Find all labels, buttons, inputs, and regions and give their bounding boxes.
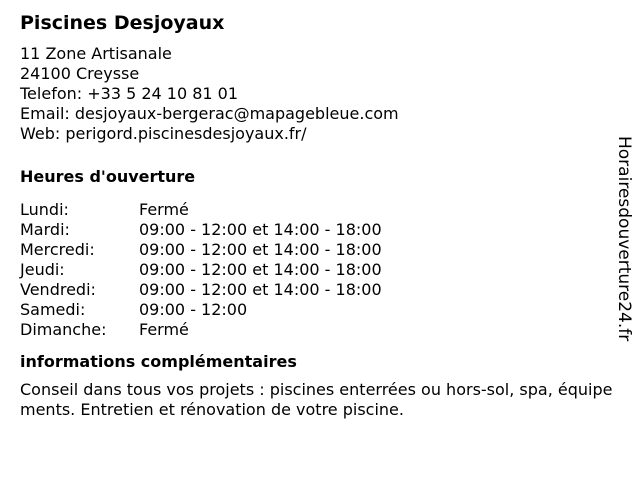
hours-table: [20, 200, 610, 340]
address-line-1: 11 Zone Artisanale: [20, 44, 172, 63]
web-line: Web: perigord.piscinesdesjoyaux.fr/: [20, 124, 307, 143]
address-line-2: 24100 Creysse: [20, 64, 140, 83]
email-line: Email: desjoyaux-bergerac@mapagebleue.com: [20, 104, 399, 123]
hours-row-tuesday: [20, 220, 610, 240]
hours-day: Samedi:: [20, 300, 86, 319]
hours-row-saturday: [20, 300, 610, 320]
hours-row-friday: [20, 280, 610, 300]
hours-row-thursday: [20, 260, 610, 280]
hours-time: 09:00 - 12:00 et 14:00 - 18:00: [139, 260, 382, 279]
hours-day: Jeudi:: [20, 260, 65, 279]
hours-day: Dimanche:: [20, 320, 107, 339]
hours-day: Vendredi:: [20, 280, 96, 299]
info-heading: informations complémentaires: [20, 352, 297, 371]
hours-day: Lundi:: [20, 200, 69, 219]
hours-time: Fermé: [139, 200, 189, 219]
business-name: Piscines Desjoyaux: [20, 12, 225, 34]
hours-row-monday: [20, 200, 610, 220]
hours-time: 09:00 - 12:00 et 14:00 - 18:00: [139, 280, 382, 299]
hours-row-sunday: [20, 320, 610, 340]
site-watermark: Horairesdouverture24.fr: [614, 136, 634, 342]
info-text: Conseil dans tous vos projets : piscines enterrées ou hors-sol, spa, équipements. Entretien et rénovation de votre piscine.: [20, 380, 613, 419]
hours-heading: Heures d'ouverture: [20, 167, 196, 186]
phone-line: Telefon: +33 5 24 10 81 01: [20, 84, 239, 103]
hours-day: Mercredi:: [20, 240, 95, 259]
hours-time: 09:00 - 12:00 et 14:00 - 18:00: [139, 240, 382, 259]
hours-time: Fermé: [139, 320, 189, 339]
hours-day: Mardi:: [20, 220, 70, 239]
hours-row-wednesday: [20, 240, 610, 260]
hours-time: 09:00 - 12:00: [139, 300, 248, 319]
business-card: [20, 10, 613, 420]
hours-time: 09:00 - 12:00 et 14:00 - 18:00: [139, 220, 382, 239]
contact-block: [20, 44, 610, 144]
